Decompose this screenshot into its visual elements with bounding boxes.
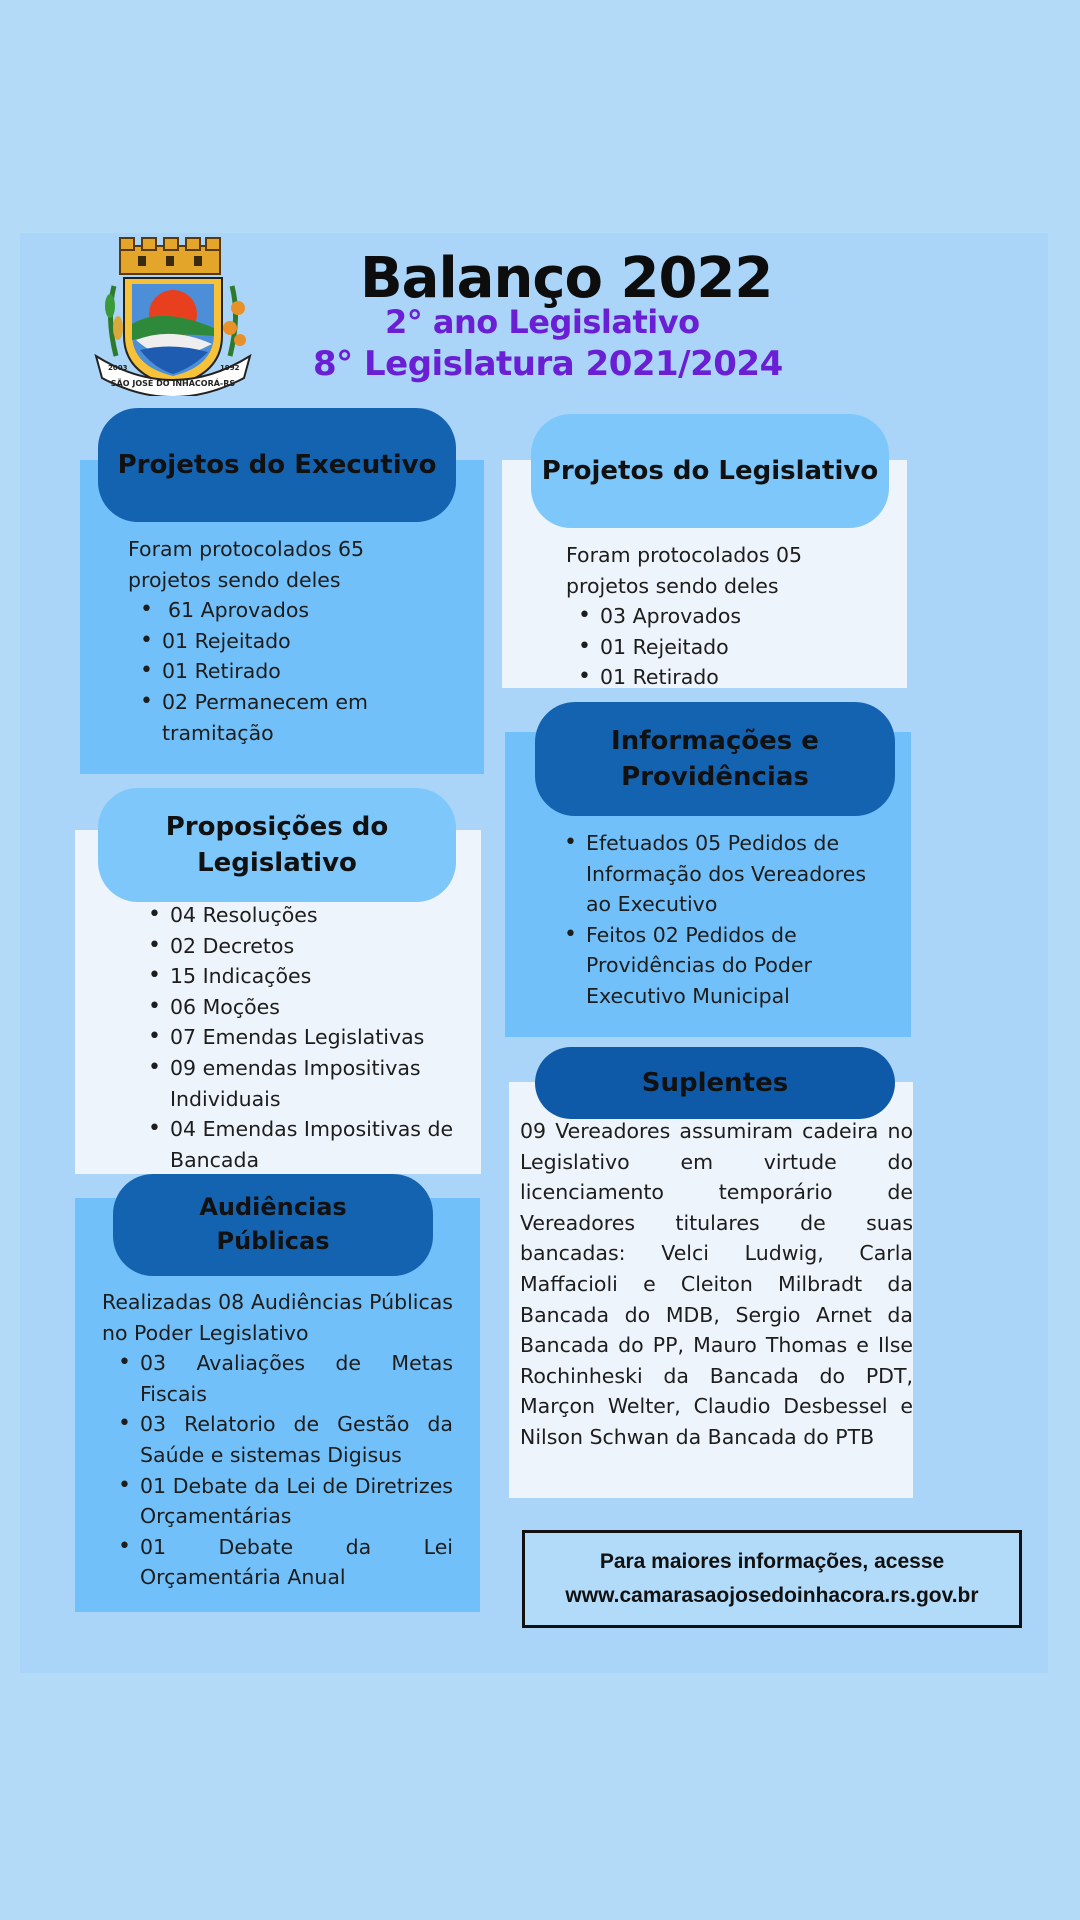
list-item: • 02 Decretos [170, 931, 466, 962]
list-item: • 01 Retirado [162, 656, 428, 687]
projetos-legislativo-intro: Foram protocolados 05 projetos sendo deles [566, 543, 803, 598]
list-item: • 09 emendas Impositivas Individuais [170, 1053, 466, 1114]
list-item: • 03 Avaliações de Metas Fiscais [140, 1348, 453, 1409]
list-item: • 01 Debate da Lei Orçamentária Anual [140, 1532, 453, 1593]
list-item: • Feitos 02 Pedidos de Providências do Poder Executivo Municipal [586, 920, 892, 1012]
projetos-legislativo-content [566, 540, 876, 693]
list-item: • 01 Rejeitado [162, 626, 428, 657]
list-item: • 03 Aprovados [600, 601, 876, 632]
list-item: • 04 Emendas Impositivas de Bancada [170, 1114, 466, 1175]
list-item: • 03 Relatorio de Gestão da Saúde e sistemas Digisus [140, 1409, 453, 1470]
list-item: • 61 Aprovados [162, 595, 428, 626]
projetos-legislativo-heading: Projetos do Legislativo [531, 414, 889, 528]
coat-of-arms-logo [92, 236, 254, 396]
more-info-box [522, 1530, 1022, 1628]
informacoes-heading: Informações e Providências [535, 702, 895, 816]
audiencias-content [102, 1287, 453, 1593]
audiencias-intro: Realizadas 08 Audiências Públicas no Poder Legislativo [102, 1290, 453, 1345]
list-item: • 15 Indicações [170, 961, 466, 992]
proposicoes-heading: Proposições do Legislativo [98, 788, 456, 902]
list-item: • 01 Debate da Lei de Diretrizes Orçamentárias [140, 1471, 453, 1532]
subtitle-legislatura: 8° Legislatura 2021/2024 [313, 344, 783, 384]
informacoes-content [552, 828, 892, 1012]
website-link[interactable]: www.camarasaojosedoinhacora.rs.gov.br [565, 1584, 979, 1607]
logo-ribbon-text: SÃO JOSÉ DO INHACORÁ-RS [110, 379, 236, 388]
subtitle-ano-legislativo: 2° ano Legislativo [385, 303, 700, 341]
projetos-executivo-heading: Projetos do Executivo [98, 408, 456, 522]
suplentes-heading: Suplentes [535, 1047, 895, 1119]
more-info-label: Para maiores informações, acesse [599, 1550, 945, 1573]
proposicoes-content [136, 900, 466, 1175]
logo-year-right: 1992 [220, 364, 240, 372]
list-item: • Efetuados 05 Pedidos de Informação dos Vereadores ao Executivo [586, 828, 892, 920]
list-item: • 06 Moções [170, 992, 466, 1023]
list-item: • 04 Resoluções [170, 900, 466, 931]
page-title: Balanço 2022 [360, 246, 773, 311]
projetos-executivo-content [128, 534, 428, 748]
list-item: • 07 Emendas Legislativas [170, 1022, 466, 1053]
logo-year-left: 2003 [108, 364, 128, 372]
projetos-executivo-intro: Foram protocolados 65 projetos sendo deles [128, 537, 365, 592]
suplentes-text: 09 Vereadores assumiram cadeira no Legislativo em virtude do licenciamento temporário de Vereadores titulares de suas bancadas: Velci Ludwig, Carla Maffacioli e Cleiton Milbradt da Bancada do MDB, Sergio Arnet da Bancada do PP, Mauro Thomas e Ilse Rochinheski da Bancada do PDT, Marçon Welter, Claudio Desbessel e Nilson Schwan da Bancada do PTB [520, 1119, 913, 1449]
list-item: • 01 Rejeitado [600, 632, 876, 663]
list-item: • 01 Retirado [600, 662, 876, 693]
audiencias-heading: Audiências Públicas [113, 1174, 433, 1276]
list-item: • 02 Permanecem em tramitação [162, 687, 428, 748]
